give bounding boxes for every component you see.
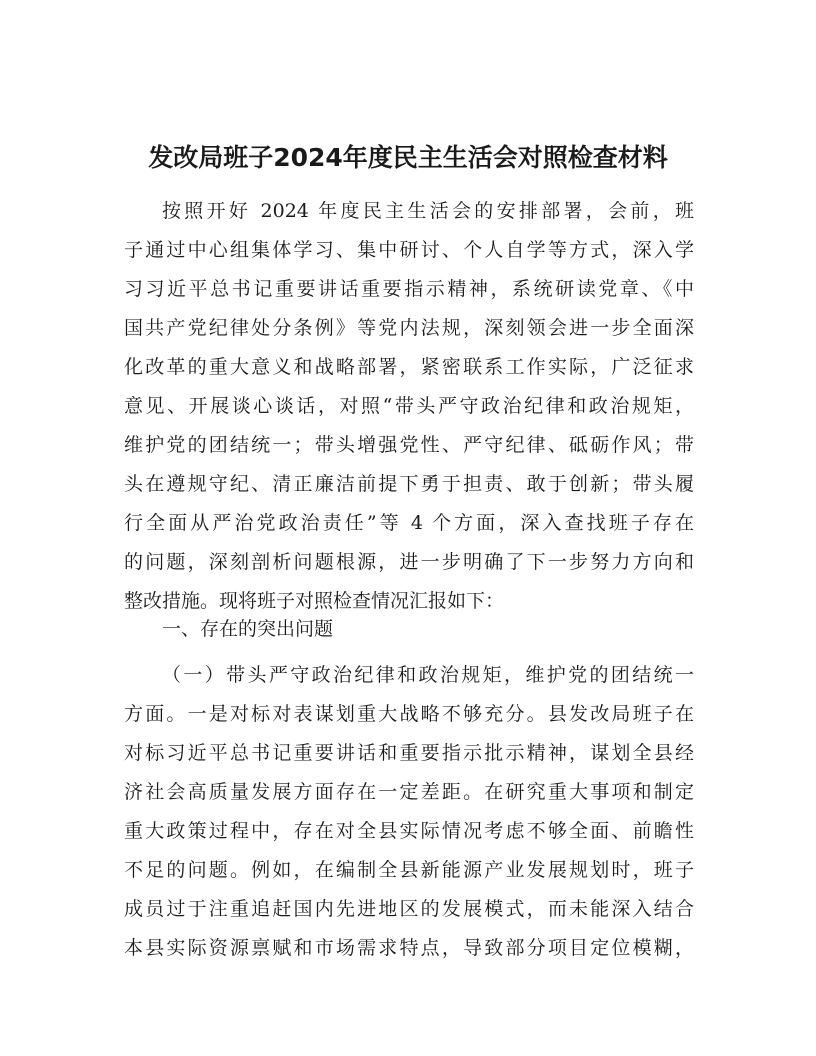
section1-line-1: （一）带头严守政治纪律和政治规矩，维护党的团结统一 [162,664,694,686]
section1-line-3: 对标习近平总书记重要讲话和重要指示批示精神，谋划全县经 [124,742,694,764]
intro-line-9: 行全面从严治党政治责任”等 4 个方面，深入查找班子存在 [124,512,694,534]
section1-line-7: 成员过于注重追赶国内先进地区的发展模式，而未能深入结合 [124,898,694,920]
section-heading: 一、存在的突出问题 [162,618,334,640]
intro-line-5: 化改革的重大意义和战略部署，紧密联系工作实际，广泛征求 [124,356,694,378]
intro-line-8: 头在遵规守纪、清正廉洁前提下勇于担责、敢于创新；带头履 [124,473,694,495]
section1-line-5: 重大政策过程中，存在对全县实际情况考虑不够全面、前瞻性 [124,820,694,842]
section1-line-8: 本县实际资源禀赋和市场需求特点，导致部分项目定位模糊， [124,937,694,959]
intro-line-10: 的问题，深刻剖析问题根源，进一步明确了下一步努力方向和 [124,551,694,573]
intro-line-4: 国共产党纪律处分条例》等党内法规，深刻领会进一步全面深 [124,317,694,339]
intro-line-3: 习习近平总书记重要讲话重要指示精神，系统研读党章、《中 [124,278,694,300]
intro-line-2: 子通过中心组集体学习、集中研讨、个人自学等方式，深入学 [124,239,694,261]
intro-line-6: 意见、开展谈心谈话，对照“带头严守政治纪律和政治规矩， [124,395,694,417]
intro-line-1: 按照开好 2024 年度民主生活会的安排部署，会前，班 [162,200,694,222]
section1-line-4: 济社会高质量发展方面存在一定差距。在研究重大事项和制定 [124,781,694,803]
intro-line-7: 维护党的团结统一；带头增强党性、严守纪律、砥砺作风；带 [124,434,694,456]
intro-line-11: 整改措施。现将班子对照检查情况汇报如下： [124,590,505,612]
section1-line-6: 不足的问题。例如，在编制全县新能源产业发展规划时，班子 [124,859,694,881]
section1-line-2: 方面。一是对标对表谋划重大战略不够充分。县发改局班子在 [124,703,694,725]
document-title: 发改局班子2024年度民主生活会对照检查材料 [148,143,668,172]
